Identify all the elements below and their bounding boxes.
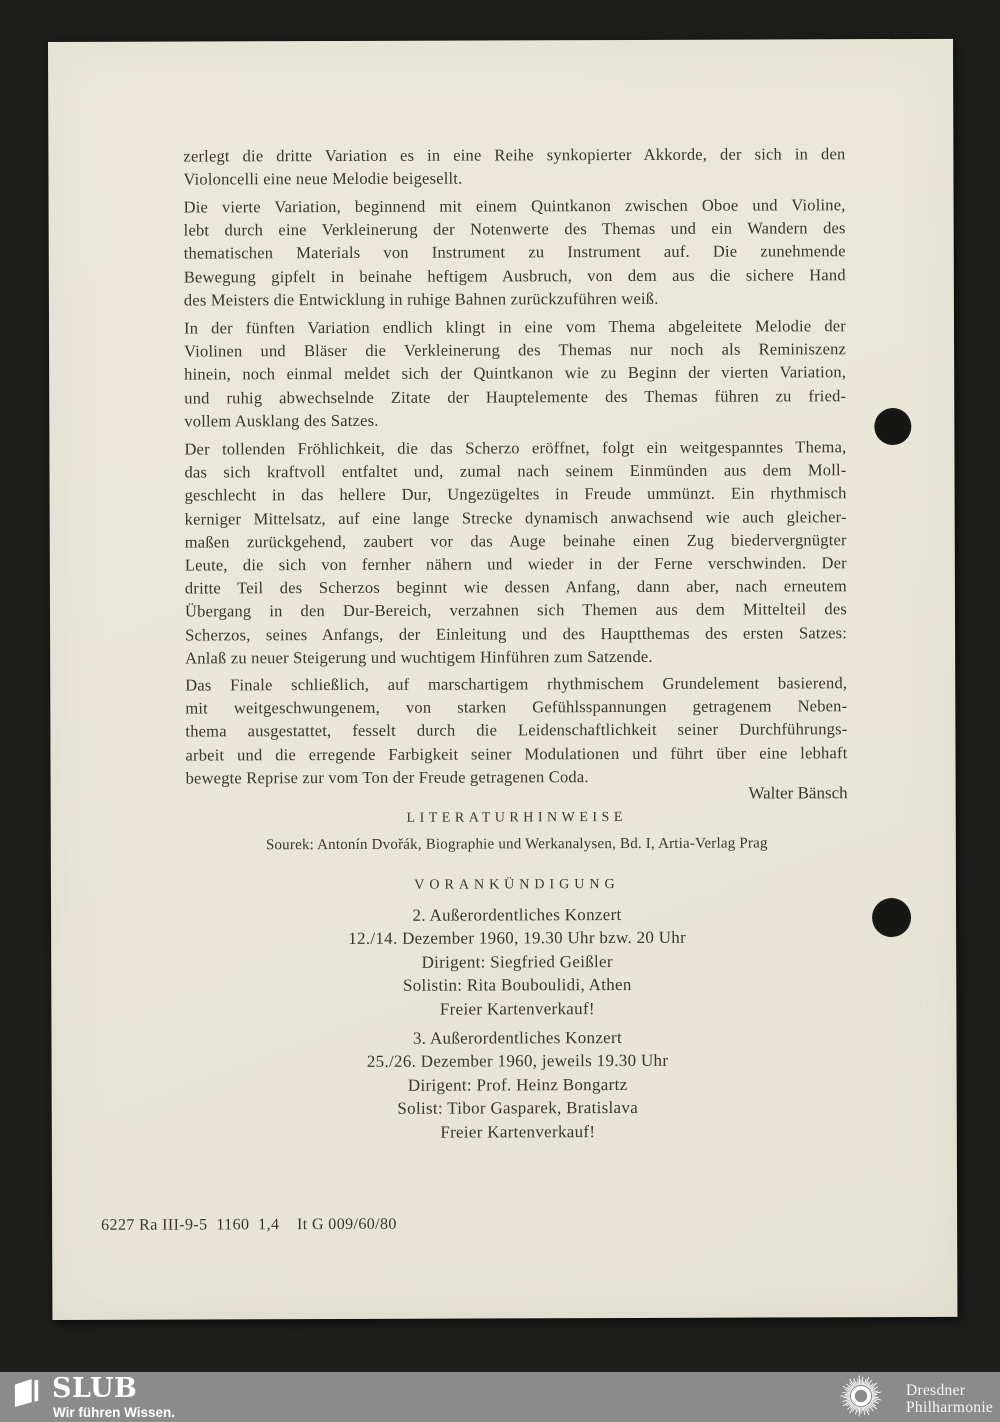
body-text bbox=[183, 39, 848, 788]
body-line: Scherzos, seines Anfangs, der Einleitung und des Hauptthemas des ersten Satzes: bbox=[185, 622, 848, 645]
body-line: lebt durch eine Verkleinerung der Notenwerte des Themas und ein Wandern des bbox=[183, 218, 846, 240]
author-signature: Walter Bänsch bbox=[748, 783, 848, 803]
concert-line: Solistin: Rita Bouboulidi, Athen bbox=[402, 975, 632, 995]
literature-source-line: Sourek: Antonín Dvořák, Biographie und Werkanalysen, Bd. I, Artia-Verlag Prag bbox=[265, 835, 768, 854]
philharmonie-starburst-icon bbox=[838, 1373, 884, 1419]
body-line: Bewegung gipfelt in beinahe heftigem Ausbruch, von dem aus die sichere Hand bbox=[183, 264, 846, 287]
body-line: maßen zurückgehend, zaubert vor das Auge beinahe einen Zug biedervergnügter bbox=[184, 530, 847, 552]
slub-tagline: Wir führen Wissen. bbox=[53, 1405, 176, 1420]
concert-line: Solist: Tibor Gasparek, Bratislava bbox=[397, 1098, 639, 1119]
slub-book-icon bbox=[13, 1377, 41, 1408]
body-line: bewegte Reprise zur vom Ton der Freude getragenen Coda. bbox=[185, 766, 589, 788]
body-line: kerniger Mittelsatz, auf eine lange Strecke dynamisch anwachsend wie auch gleicher- bbox=[184, 506, 847, 529]
paragraph bbox=[183, 142, 845, 191]
paragraph bbox=[184, 314, 846, 432]
paragraph bbox=[184, 193, 846, 311]
paragraph bbox=[184, 435, 847, 669]
paragraph bbox=[185, 671, 847, 789]
body-line: das sich kraftvoll entfaltet und, zumal nach seinem Einmünden aus dem Moll- bbox=[184, 460, 847, 482]
body-line: Leute, die sich von fernher nähern und wieder in der Ferne verschwinden. Der bbox=[184, 553, 847, 575]
concert-line: Freier Kartenverkauf! bbox=[440, 1121, 596, 1142]
literature-heading: LITERATURHINWEISE bbox=[406, 809, 627, 826]
body-line: In der fünften Variation endlich klingt in eine vom Thema abgeleitete Melodie der bbox=[183, 316, 847, 338]
print-imprint: 6227 Ra III-9-5 1160 1,4 It G 009/60/80 bbox=[101, 1215, 397, 1234]
body-line: Die vierte Variation, beginnend mit einem Quintkanon zwischen Oboe und Violine, bbox=[183, 195, 846, 217]
concert-announcement-2 bbox=[186, 902, 848, 1021]
concert-line: Freier Kartenverkauf! bbox=[439, 998, 595, 1019]
body-line: Violoncelli eine neue Melodie beigesellt. bbox=[183, 168, 463, 189]
announcement-heading: VORANKÜNDIGUNG bbox=[414, 877, 620, 893]
concert-line: 25./26. Dezember 1960, jeweils 19.30 Uhr bbox=[366, 1051, 669, 1072]
philharmonie-line1: Dresdner bbox=[906, 1382, 966, 1399]
punch-hole bbox=[872, 898, 911, 937]
philharmonie-logo-text bbox=[906, 1383, 993, 1416]
concert-line: 12./14. Dezember 1960, 19.30 Uhr bzw. 20 Uhr bbox=[348, 928, 687, 949]
concert-line: Dirigent: Prof. Heinz Bongartz bbox=[407, 1074, 628, 1095]
body-line: Das Finale schließlich, auf marschartigem rhythmischem Grundelement basierend, bbox=[185, 673, 848, 695]
concert-line: 2. Außerordentliches Konzert bbox=[412, 905, 622, 925]
body-line: thema ausgestattet, fesselt durch die Leidenschaftlichkeit seiner Durchführungs- bbox=[185, 719, 848, 741]
body-line: hinein, noch einmal meldet sich der Quintkanon wie zu Beginn der vierten Variation, bbox=[184, 362, 847, 384]
body-line: thematischen Materials von Instrument zu Instrument auf. Die zunehmende bbox=[183, 241, 846, 263]
concert-announcement-3 bbox=[186, 1025, 848, 1144]
body-line: zerlegt die dritte Variation es in eine Reihe synkopierter Akkorde, der sich in den bbox=[183, 144, 846, 166]
punch-hole bbox=[874, 408, 911, 445]
viewer-footer bbox=[0, 1372, 1000, 1422]
concert-line: 3. Außerordentliches Konzert bbox=[412, 1028, 623, 1048]
philharmonie-line2: Philharmonie bbox=[906, 1398, 994, 1416]
document-page bbox=[48, 39, 957, 1320]
body-line: Violinen und Bläser die Verkleinerung des Themas nur noch als Reminiszenz bbox=[184, 339, 847, 361]
body-line: vollem Ausklang des Satzes. bbox=[184, 410, 379, 431]
body-line: mit weitgeschwungenem, von starken Gefühlsspannungen getragenem Neben- bbox=[185, 696, 848, 718]
body-line: des Meisters die Entwicklung in ruhige Bahnen zurückzuführen weiß. bbox=[183, 288, 659, 310]
body-line: dritte Teil des Scherzos beginnt wie dessen Anfang, dann aber, nach erneutem bbox=[184, 576, 847, 598]
body-line: geschlecht in das hellere Dur, Ungezügeltes in Freude ummünzt. Ein rhythmisch bbox=[184, 483, 847, 505]
body-line: Übergang in den Dur-Bereich, verzahnen sich Themen aus dem Mittelteil des bbox=[184, 599, 848, 621]
body-line: arbeit und die erregende Farbigkeit seiner Modulationen und führt über eine lebhaft bbox=[185, 742, 848, 765]
concert-line: Dirigent: Siegfried Geißler bbox=[421, 951, 613, 972]
text-column bbox=[183, 39, 849, 1319]
body-line: Der tollenden Fröhlichkeit, die das Scherzo eröffnet, folgt ein weitgespanntes Thema, bbox=[184, 437, 847, 459]
slub-logo-text: SLUB bbox=[52, 1373, 138, 1404]
body-line: und ruhig abwechselnde Zitate der Hauptelemente des Themas führen zu fried- bbox=[184, 385, 847, 408]
body-line: Anlaß zu neuer Steigerung und wuchtigem Hinführen zum Satzende. bbox=[185, 646, 653, 668]
